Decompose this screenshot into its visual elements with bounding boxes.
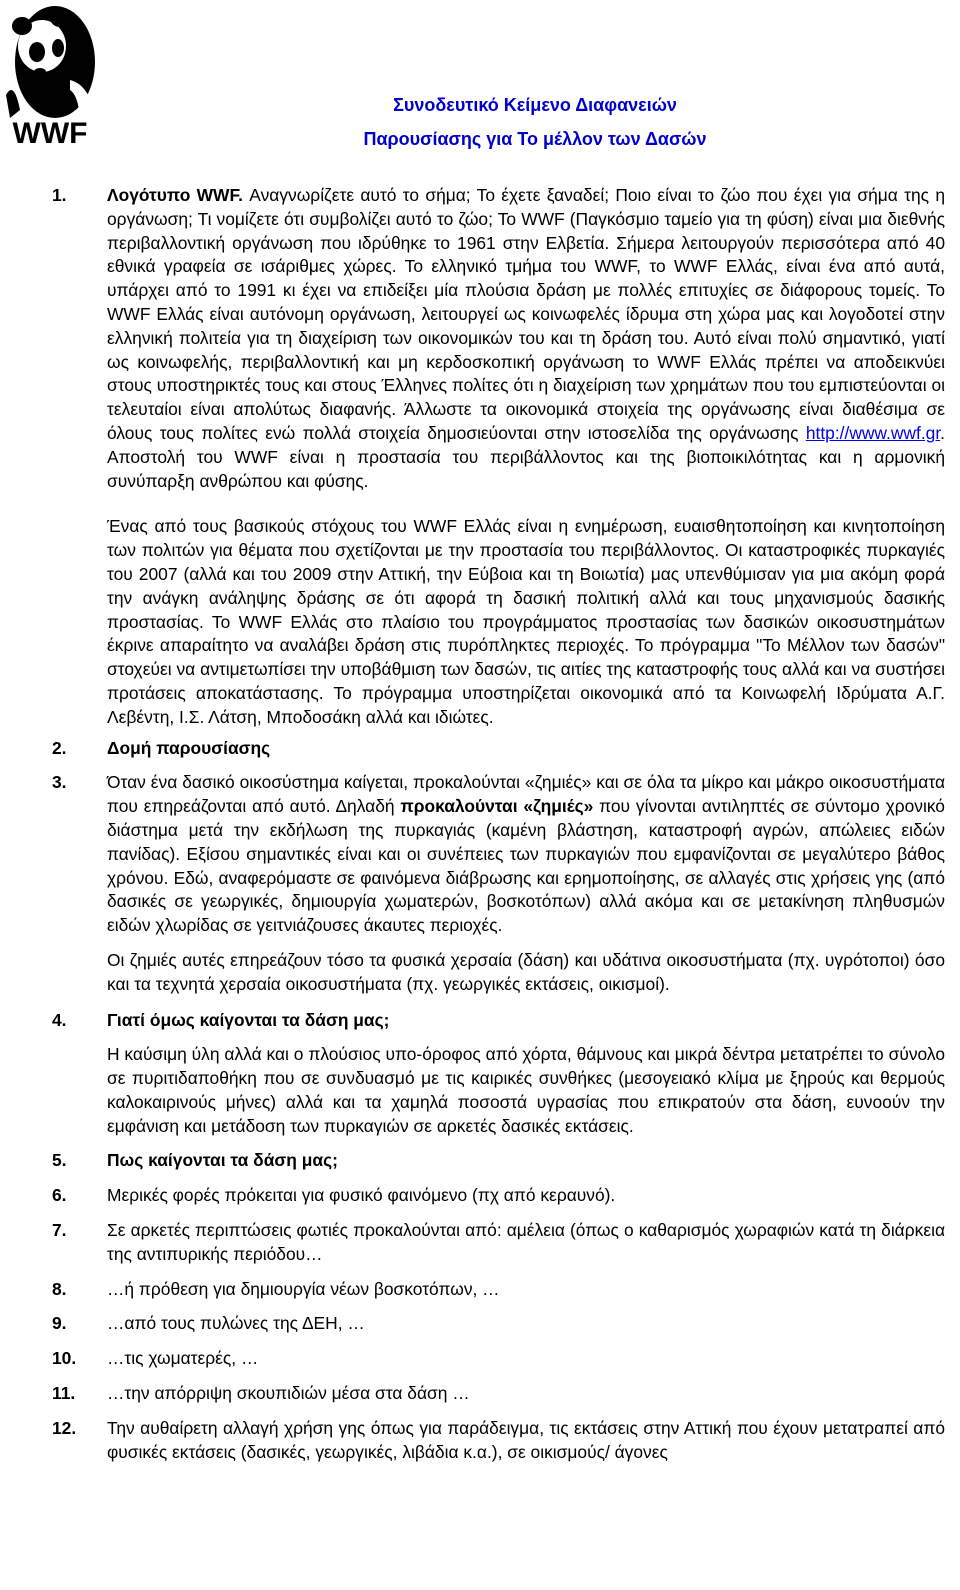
section-text	[107, 184, 945, 493]
section-number: 10.	[52, 1348, 77, 1369]
section-heading: Λογότυπο WWF.	[107, 185, 244, 205]
section-number: 4.	[52, 1009, 67, 1030]
section-text: …ή πρόθεση για δημιουργία νέων βοσκοτόπων, …	[107, 1278, 500, 1299]
section-number: 12.	[52, 1417, 77, 1438]
section-number: 6.	[52, 1185, 67, 1206]
section-number: 1.	[52, 185, 67, 205]
section-12	[52, 1417, 945, 1465]
document-title	[0, 88, 960, 156]
section-number: 2.	[52, 737, 67, 758]
wwf-website-link[interactable]: http://www.wwf.gr	[805, 422, 941, 443]
section-text	[107, 771, 945, 938]
section-number: 5.	[52, 1150, 67, 1171]
section-1	[52, 184, 945, 493]
section-number: 8.	[52, 1278, 67, 1299]
section-3-paragraph-2: Οι ζημιές αυτές επηρεάζουν τόσο τα φυσικά χερσαία (δάση) και υδάτινα οικοσυστήματα (πχ. υγρότοποι) όσο και τα τεχνητά χερσαία οικοσυστήματα (πχ. γεωργικές εκτάσεις, οικισμοί).	[107, 949, 945, 994]
title-line-2: Παρουσίασης για Το μέλλον των Δασών	[363, 129, 707, 149]
section-6	[52, 1184, 945, 1208]
section-text: Σε αρκετές περιπτώσεις φωτιές προκαλούνται από: αμέλεια (όπως ο καθαρισμός χωραφιών κατά τη διάρκεια της αντιπυρικής περιόδου…	[107, 1220, 945, 1264]
section-4	[52, 1009, 945, 1033]
section-5	[52, 1149, 945, 1173]
section-10	[52, 1347, 945, 1371]
bold-phrase: προκαλούνται «ζημιές»	[400, 796, 594, 817]
section-8	[52, 1278, 945, 1302]
text-run: Αναγνωρίζετε αυτό το σήμα; Το έχετε ξαναδεί; Ποιο είναι το ζώο που έχει για σήμα της η οργάνωση; Τι νομίζετε ότι συμβολίζει αυτό το ζώο; Το WWF (Παγκόσμιο ταμείο για τη φύση) είναι μια διεθνής περιβαλλοντική οργάνωση που ιδρύθηκε το 1961 στην Ελβετία. Σήμερα λειτουργούν περισσότερα από 40 εθνικά γραφεία σε ισάριθμες χώρες. Το ελληνικό τμήμα του WWF, το WWF Ελλάς, είναι ένα από αυτά, υπάρχει από το 1991 κι έχει να επιδείξει μία πλούσια δράση με πολλές επιτυχίες σε διάφορους τομείς. Το WWF Ελλάς είναι αυτόνομη οργάνωση, λειτουργεί ως κοινωφελές ίδρυμα στη χώρα μας και λογοδοτεί στην ελληνική πολιτεία για τη διαχείριση των οικονομικών του και τη δράση του. Αυτό είναι πολύ σημαντικό, γιατί ως κοινωφελής, περιβαλλοντική και μη κερδοσκοπική οργάνωση το WWF Ελλάς πρέπει να αποδεικνύει στους υποστηρικτές τους και στους Έλληνες πολίτες ότι η διαχείριση των χρημάτων που του εμπιστεύονται οι τελευταίοι είναι απολύτως διαφανής. Άλλωστε τα οικονομικά στοιχεία της οργάνωσης είναι διαθέσιμα σε όλους τους πολίτες ενώ πολλά στοιχεία δημοσιεύονται στην ιστοσελίδα της οργάνωσης	[107, 185, 945, 443]
section-heading: Γιατί όμως καίγονται τα δάση μας;	[107, 1009, 390, 1030]
section-number: 7.	[52, 1220, 67, 1241]
section-text: Μερικές φορές πρόκειται για φυσικό φαινόμενο (πχ από κεραυνό).	[107, 1185, 616, 1206]
section-4-paragraph: Η καύσιμη ύλη αλλά και ο πλούσιος υπο-όροφος από χόρτα, θάμνους και μικρά δέντρα μετατρέπει το σύνολο σε πυριτιδαποθήκη που σε συνδυασμό με τις καιρικές συνθήκες (μεσογειακό κλίμα με ξηρούς και θερμούς καλοκαιρινούς μήνες) αλλά και τα χαμηλά ποσοστά υγρασίας που επικρατούν στα δάση, ευνοούν την εμφάνιση και μετάδοση των πυρκαγιών σε αρκετές δασικές εκτάσεις.	[107, 1044, 945, 1136]
section-text: …από τους πυλώνες της ΔΕΗ, …	[107, 1313, 365, 1334]
section-text: Την αυθαίρετη αλλαγή χρήση γης όπως για παράδειγμα, τις εκτάσεις στην Αττική που έχουν μετατραπεί από φυσικές εκτάσεις (δασικές, γεωργικές, λιβάδια κ.α.), σε οικισμούς/ άγονες	[107, 1417, 945, 1462]
section-number: 9.	[52, 1313, 67, 1334]
section-heading: Πως καίγονται τα δάση μας;	[107, 1150, 338, 1171]
logo-text: WWF	[12, 117, 88, 150]
title-line-1: Συνοδευτικό Κείμενο Διαφανειών	[393, 95, 677, 115]
text-run: Όταν ένα δασικό οικοσύστημα καίγεται, προκαλούνται «ζημιές» και σε όλα τα μίκρο και μάκρο οικοσυστήματα που επηρεάζονται από αυτό. Δηλαδή	[107, 772, 945, 817]
section-2	[52, 737, 945, 761]
section-text: …τις χωματερές, …	[107, 1348, 259, 1369]
section-text: …την απόρριψη σκουπιδιών μέσα στα δάση …	[107, 1383, 470, 1404]
section-number: 3.	[52, 772, 67, 793]
document-body	[52, 184, 945, 1464]
section-number: 11.	[52, 1383, 76, 1404]
section-7	[52, 1219, 945, 1267]
section-1-paragraph-2: Ένας από τους βασικούς στόχους του WWF Ελλάς είναι η ενημέρωση, ευαισθητοποίηση και κινητοποίηση των πολιτών για θέματα που σχετίζονται με την προστασία του περιβάλλοντος. Οι καταστροφικές πυρκαγιές του 2007 (αλλά και του 2009 στην Αττική, την Εύβοια και τη Βοιωτία) μας υπενθύμισαν για μια ακόμη φορά την ανάγκη ανάληψης δράσης σε ότι αφορά τη δασική πολιτική αλλά και τους μηχανισμούς δασικής προστασίας. Το WWF Ελλάς στο πλαίσιο του προγράμματος προστασίας των δασικών οικοσυστημάτων έκρινε απαραίτητο να αναλάβει δράση στις πυρόπληκτες περιοχές. Το πρόγραμμα "Το Μέλλον των δασών" στοχεύει να αντιμετωπίσει την υποβάθμιση των δασών, τις αιτίες της καταστροφής τους αλλά και να συστήσει προτάσεις αποκατάστασης. Το πρόγραμμα υποστηρίζεται οικονομικά από τα Κοινωφελή Ιδρύματα Α.Γ. Λεβέντη, Ι.Σ. Λάτση, Μποδοσάκη αλλά και ιδιώτες.	[107, 516, 945, 727]
text-run: . Αποστολή του WWF είναι η προστασία του περιβάλλοντος και της βιοποικιλότητας και η αρμονική συνύπαρξη ανθρώπου και φύσης.	[107, 422, 945, 491]
section-3	[52, 771, 945, 938]
section-heading: Δομή παρουσίασης	[107, 737, 271, 758]
section-9	[52, 1312, 945, 1336]
text-run: που γίνονται αντιληπτές σε σύντομο χρονικό διάστημα μετά την εκδήλωση της πυρκαγιάς (καμένη βλάστηση, καταστροφή αγρών, απώλειες ειδών πανίδας). Εξίσου σημαντικές είναι και οι συνέπειες των πυρκαγιών που εμφανίζονται σε μεγαλύτερο βάθος χρόνου. Εδώ, αναφερόμαστε σε φαινόμενα διάβρωσης και ερημοποίησης, σε αλλαγές στις χρήσεις γης (από δασικές σε γεωργικές, δημιουργία χωματερών, βοσκοτόπων) αλλά ακόμα και σε μετακίνηση πληθυσμών ειδών χλωρίδας σε γειτνιάζουσες άκαυτες περιοχές.	[107, 796, 945, 936]
section-11	[52, 1382, 945, 1406]
